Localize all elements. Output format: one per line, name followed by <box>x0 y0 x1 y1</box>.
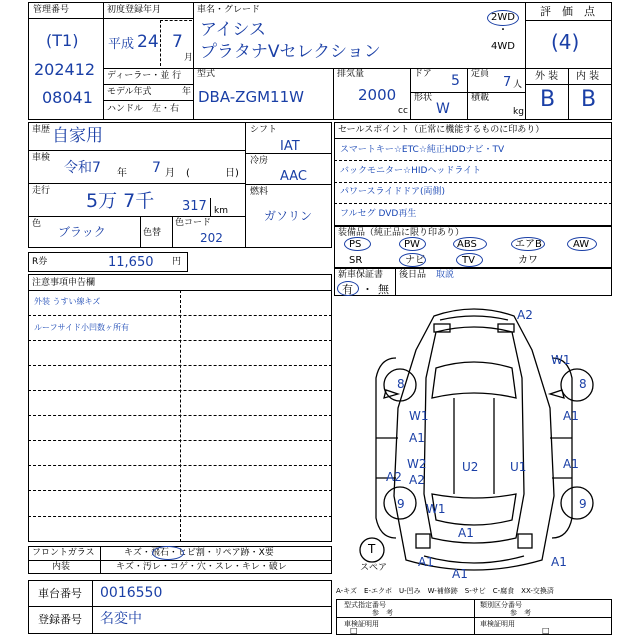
equipment-aw: AW <box>573 239 590 250</box>
spare-label: スペア <box>360 563 388 573</box>
cert-label-2: 類別区分番号 <box>480 601 522 609</box>
warranty-yes-circle <box>337 281 359 296</box>
damage-mark: A1 <box>563 409 579 423</box>
equipment-tv: TV <box>462 255 475 266</box>
divider <box>568 68 569 120</box>
divider <box>28 560 332 561</box>
divider <box>140 216 141 248</box>
divider <box>28 606 332 607</box>
mgmt-label: 管理番号 <box>33 5 70 15</box>
interior-cond-options: キズ・汚レ・コゲ・穴・スレ・キレ・破レ <box>116 562 287 572</box>
exterior-label: 外 装 <box>535 71 559 82</box>
divider <box>28 340 332 341</box>
capacity-label: 定員 <box>471 69 490 79</box>
load-unit: kg <box>513 107 524 117</box>
divider <box>28 150 245 151</box>
inspect-check-1: □ <box>350 626 358 635</box>
divider <box>103 68 525 69</box>
warranty-label: 新車保証書 <box>338 270 384 280</box>
color-code-label: 色コード <box>175 218 212 228</box>
equipment-airbag: エアB <box>515 239 542 250</box>
type-value: DBA-ZGM11W <box>198 88 304 106</box>
manual-value: 取説 <box>436 270 455 280</box>
first-registration-year: 24 <box>137 32 159 52</box>
shape-value: W <box>436 101 450 117</box>
score-label: 評 価 点 <box>540 5 595 18</box>
damage-mark: A2 <box>517 308 533 322</box>
divider <box>333 68 334 120</box>
divider <box>103 18 193 19</box>
selling-points-title: セールスポイント（正常に機能するものに印あり） <box>338 125 545 135</box>
car-name-label: 車名・グレード <box>197 5 261 15</box>
divider <box>334 160 612 161</box>
damage-mark: 9 <box>397 497 405 511</box>
divider <box>160 20 161 66</box>
first-registration-month: 7 <box>172 32 183 52</box>
note-line: 外装 うすい線キズ <box>34 297 101 306</box>
divider <box>525 20 612 21</box>
warranty-yes: 有 <box>342 283 353 296</box>
category-value: 自家用 <box>52 126 103 146</box>
damage-mark: W1 <box>551 353 571 367</box>
interior-cond-label: 内装 <box>52 562 71 572</box>
inspection-day-unit: 日) <box>225 168 239 179</box>
damage-mark: A1 <box>551 555 567 569</box>
inspection-paren: ( <box>186 168 190 179</box>
inspection-era: 令和7 <box>64 160 101 176</box>
equipment-navi-circle <box>399 253 426 267</box>
recycle-label: R券 <box>32 257 48 267</box>
ref-label-1: 参 考 <box>372 609 393 617</box>
divider <box>334 138 612 139</box>
divider <box>28 490 332 491</box>
chassis-label: 車台番号 <box>38 587 82 600</box>
divider <box>28 365 332 366</box>
divider <box>334 203 612 204</box>
inspect-label-2: 車検証明用 <box>480 620 515 628</box>
car-taillight <box>518 534 532 548</box>
warranty-no: 無 <box>378 283 389 296</box>
damage-mark: A1 <box>418 555 434 569</box>
damage-mark: W2 <box>407 457 427 471</box>
car-diagram <box>336 298 612 584</box>
divider <box>334 182 612 183</box>
model-year-label: モデル年式 <box>107 87 152 97</box>
damage-mark: A2 <box>409 473 425 487</box>
inspection-month-unit: 月 <box>165 168 175 179</box>
front-glass-options: キズ・飛石・ヒビ割・リペア跡・X要 <box>124 548 274 558</box>
capacity-value: 7 <box>503 75 512 90</box>
equipment-ps-circle <box>344 237 371 251</box>
divider <box>180 290 181 542</box>
color-change-label: 色替 <box>143 228 162 238</box>
displacement-label: 排気量 <box>337 69 365 79</box>
chip-circle <box>152 546 184 560</box>
damage-mark: 9 <box>579 497 587 511</box>
mgmt-t-value: (T1) <box>46 31 79 50</box>
divider <box>410 68 411 120</box>
category-label: 車歴 <box>32 125 51 135</box>
divider <box>193 2 194 68</box>
displacement-unit: cc <box>398 106 408 116</box>
damage-mark: A1 <box>452 567 468 581</box>
divider <box>395 268 396 296</box>
divider <box>103 84 193 85</box>
type-label: 型式 <box>197 69 216 79</box>
divider <box>172 216 173 248</box>
drive-4wd: 4WD <box>491 41 515 52</box>
equipment-pw-circle <box>399 237 426 251</box>
damage-mark: 8 <box>397 377 405 391</box>
divider <box>245 122 246 248</box>
displacement-value: 2000 <box>358 86 397 104</box>
divider <box>28 390 332 391</box>
damage-mark: A2 <box>386 470 402 484</box>
fuel-label: 燃料 <box>250 187 269 197</box>
divider <box>28 315 332 316</box>
month-unit: 月 <box>184 53 194 63</box>
divider <box>467 68 468 120</box>
inspection-label: 車検 <box>32 153 51 163</box>
divider <box>28 415 332 416</box>
equipment-tv-circle <box>456 253 483 267</box>
equipment-aw-circle <box>567 237 597 251</box>
divider <box>28 440 332 441</box>
recycle-value: 11,650 <box>108 255 154 270</box>
car-front-bumper <box>440 316 508 320</box>
load-label: 積載 <box>471 93 490 103</box>
equipment-title: 装備品（純正品に限り印あり） <box>338 228 465 238</box>
divider <box>210 198 211 216</box>
selling-point-line: バックモニター☆HIDヘッドライト <box>340 166 482 176</box>
model-year-unit: 年 <box>182 87 192 97</box>
capacity-unit: 人 <box>513 80 523 90</box>
selling-point-line: スマートキー☆ETC☆純正HDDナビ・TV <box>340 145 505 155</box>
inspection-month: 7 <box>152 160 161 176</box>
exterior-grade: B <box>540 87 556 112</box>
equipment-abs-circle <box>453 237 487 251</box>
inspect-label-1: 車検証明用 <box>344 620 379 628</box>
mgmt-number-2: 08041 <box>42 88 93 107</box>
color-code-value: 202 <box>200 231 223 245</box>
car-taillight <box>416 534 430 548</box>
divider <box>28 216 245 217</box>
mileage-value: 5万 7千 <box>86 190 155 212</box>
damage-mark: U1 <box>510 460 527 474</box>
damage-mark: A1 <box>458 526 474 540</box>
selling-point-line: パワースライドドア(両側) <box>340 187 446 197</box>
manual-label: 後日品 <box>399 270 427 280</box>
equipment-sr: SR <box>349 255 363 266</box>
registration-value: 名変中 <box>100 611 142 627</box>
interior-label: 内 装 <box>576 71 600 82</box>
cert-label-1: 型式指定番号 <box>344 601 386 609</box>
mileage-sub: 317 <box>182 199 207 214</box>
shift-label: シフト <box>250 125 278 135</box>
divider <box>160 20 192 21</box>
divider <box>28 516 332 517</box>
equipment-airbag-circle <box>511 237 545 251</box>
warranty-dot: ・ <box>362 283 373 296</box>
score-value: (4) <box>551 30 580 54</box>
note-line: ルーフサイド小凹数ヶ所有 <box>34 323 130 332</box>
equipment-ps: PS <box>349 239 362 250</box>
fuel-value: ガソリン <box>264 209 313 223</box>
divider <box>103 100 193 101</box>
car-wheel-arch <box>561 487 593 519</box>
notes-title: 注意事項申告欄 <box>32 278 96 288</box>
car-right-side <box>552 358 572 538</box>
damage-mark: W1 <box>426 502 446 516</box>
recycle-unit: 円 <box>172 257 182 267</box>
equipment-leather: カワ <box>518 255 538 266</box>
chassis-value: 0016550 <box>100 585 163 601</box>
inspect-check-2: □ <box>542 626 550 635</box>
color-label: 色 <box>32 219 42 229</box>
dealer-label: ディーラー・並 行 <box>107 71 182 81</box>
car-rear-bumper <box>424 556 524 563</box>
car-grade: プラタナVセレクション <box>200 42 381 62</box>
divider <box>245 184 332 185</box>
damage-mark: A1 <box>563 457 579 471</box>
color-value: ブラック <box>58 225 106 239</box>
first-registration-label: 初度登録年月 <box>107 5 162 15</box>
shape-label: 形状 <box>414 93 433 103</box>
divider <box>28 183 245 184</box>
divider <box>28 465 332 466</box>
ac-value: AAC <box>280 169 307 184</box>
ac-label: 冷房 <box>250 156 269 166</box>
car-windshield <box>432 362 516 398</box>
front-glass-label: フロントガラス <box>32 548 95 558</box>
divider <box>245 153 332 154</box>
ref-label-2: 参 考 <box>510 609 531 617</box>
drive-dot: ・ <box>498 25 508 36</box>
car-name: アイシス <box>200 20 266 40</box>
divider <box>525 84 612 85</box>
equipment-pw: PW <box>404 239 420 250</box>
door-label: ドア <box>414 69 432 79</box>
divider <box>100 546 101 574</box>
divider <box>193 68 194 120</box>
mileage-label: 走行 <box>32 186 51 196</box>
handle-label: ハンドル 左・右 <box>107 104 180 114</box>
spare-mark: T <box>368 542 376 556</box>
shift-value: IAT <box>280 139 300 154</box>
interior-grade: B <box>581 87 597 112</box>
damage-legend: A-キズ E-エクボ U-凹み W-補修跡 S-サビ C-腐食 XX-交換済 <box>336 587 554 595</box>
divider <box>103 2 104 120</box>
divider <box>28 18 104 19</box>
selling-point-line: フルセグ DVD再生 <box>340 209 417 219</box>
damage-mark: A1 <box>409 431 425 445</box>
equipment-abs: ABS <box>457 239 477 250</box>
car-wheel-arch <box>561 369 593 401</box>
registration-label: 登録番号 <box>38 613 82 626</box>
door-value: 5 <box>451 73 460 89</box>
inspection-year-unit: 年 <box>117 168 127 179</box>
damage-mark: 8 <box>579 377 587 391</box>
mgmt-number-1: 202412 <box>34 60 96 79</box>
mileage-unit: km <box>214 206 228 216</box>
damage-mark: U2 <box>462 460 479 474</box>
divider <box>336 617 612 618</box>
drive-2wd: 2WD <box>491 12 515 23</box>
first-registration-era: 平成 <box>108 37 135 52</box>
divider <box>92 580 93 634</box>
damage-mark: W1 <box>409 409 429 423</box>
equipment-navi: ナビ <box>405 255 425 266</box>
